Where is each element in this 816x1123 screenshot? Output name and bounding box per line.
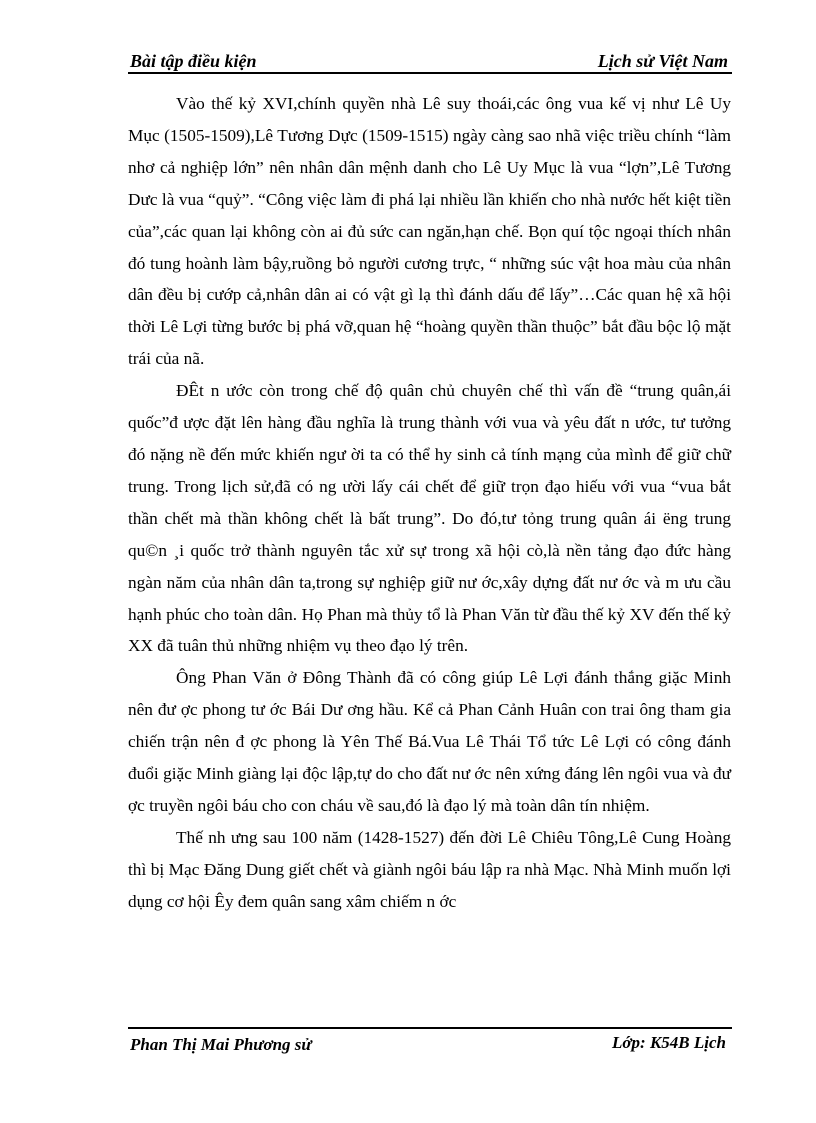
footer-class: Lớp: K54B Lịch: [612, 1033, 726, 1052]
paragraph-1: Vào thế kỷ XVI,chính quyền nhà Lê suy thoái,các ông vua kế vị như Lê Uy Mục (1505-1509),Lê Tương Dực (1509-1515) ngày càng sao nhã việc triều chính “làm nhơ cả nghiệp lớn” nên nhân dân mệnh danh cho Lê Uy Mục là vua “lợn”,Lê Tương Dưc là vua “quỷ”. “Công việc làm đi phá lại nhiều lần khiến cho nhà nước hết kiệt tiền của”,các quan lại không còn ai đủ sức can ngăn,hạn chế. Bọn quí tộc ngoại thích nhân đó tung hoành làm bậy,ruồng bỏ người cương trực, “ những súc vật hoa màu của nhân dân đều bị cướp cả,nhân dân ai có vật gì lạ thì đánh dấu để lấy”…Các quan hệ xã hội thời Lê Lợi từng bước bị phá vỡ,quan hệ “hoàng quyền thần thuộc” bắt đầu bộc lộ mặt trái của nã.: [128, 94, 731, 369]
paragraph-2: ĐÊt n ước còn trong chế độ quân chủ chuyên chế thì vấn đề “trung quân,ái quốc”đ ược đặt lên hàng đầu nghĩa là trung thành với vua và yêu đất n ước, tư tưởng đó nặng nề đến mức khiến ngư ời ta có thể hy sinh cả tính mạng của mình để giữ chữ trung. Trong lịch sử,đã có ng ười lấy cái chết để giữ trọn đạo hiếu với vua “vua bắt thần chết mà thần không chết là bất trung”. Do đó,tư tỏng trung quân ái ëng trung qu©n ¸i quốc trở thành nguyên tắc xử sự trong xã hội cò,là nền tảng đạo đức hàng ngàn năm của nhân dân ta,trong sự nghiệp giữ nư ớc,xây dựng đất nư ớc và m ưu cầu hạnh phúc cho toàn dân. Họ Phan mà thủy tổ là Phan Văn từ đầu thế kỷ XV đến thế kỷ XX đã tuân thủ những nhiệm vụ theo đạo lý trên.: [128, 381, 731, 656]
document-body: [128, 88, 731, 918]
header-course-title: Bài tập điều kiện: [130, 51, 257, 71]
page-header: [128, 48, 732, 74]
paragraph-3: Ông Phan Văn ở Đông Thành đã có công giúp Lê Lợi đánh thắng giặc Minh nên đư ợc phong tư ớc Bái Dư ơng hầu. Kể cả Phan Cảnh Huân con trai ông tham gia chiến trận nên đ ợc phong là Yên Thế Bá.Vua Lê Thái Tổ tức Lê Lợi có công đánh đuổi giặc Minh giàng lại độc lập,tự do cho đất nư ớc nên xứng đáng lên ngôi vua và đư ợc truyền ngôi báu cho con cháu về sau,đó là đạo lý mà toàn dân tín nhiệm.: [128, 668, 731, 815]
header-subject-title: Lịch sử Việt Nam: [597, 51, 728, 71]
footer-divider: [128, 1027, 732, 1029]
paragraph-4: Thế nh ưng sau 100 năm (1428-1527) đến đời Lê Chiêu Tông,Lê Cung Hoàng thì bị Mạc Đăng Dung giết chết và giành ngôi báu lập ra nhà Mạc. Nhà Minh muốn lợi dụng cơ hội Êy đem quân sang xâm chiếm n ớc: [128, 827, 731, 911]
footer-author: Phan Thị Mai Phương sử: [130, 1035, 312, 1054]
page-footer: [130, 1033, 730, 1083]
